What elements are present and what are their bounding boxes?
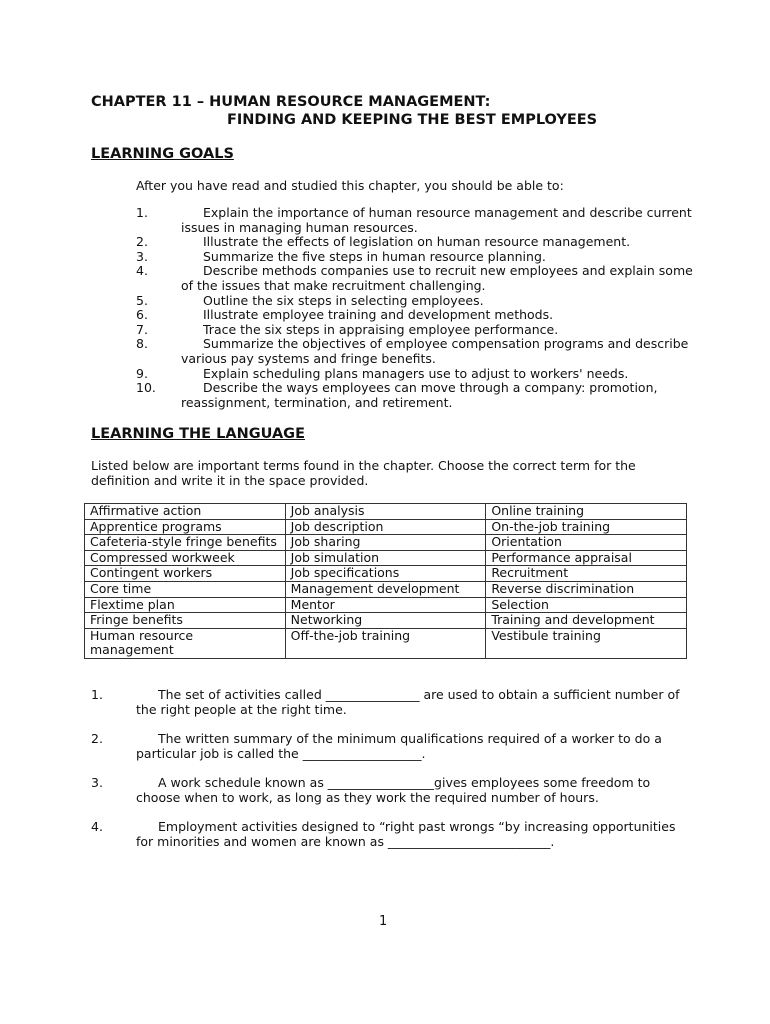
- table-row: [85, 613, 687, 629]
- term-cell: On-the-job training: [486, 519, 687, 535]
- goal-number: 1.: [136, 205, 148, 220]
- question-item: [91, 819, 691, 849]
- goal-item: [136, 250, 696, 265]
- term-cell: Vestibule training: [486, 628, 687, 658]
- table-row: [85, 581, 687, 597]
- goal-item: [136, 308, 696, 323]
- table-row: [85, 504, 687, 520]
- goal-number: 8.: [136, 336, 148, 352]
- goal-text: Illustrate employee training and development methods.: [203, 307, 554, 323]
- term-cell: Affirmative action: [85, 504, 286, 520]
- term-cell: Off-the-job training: [285, 628, 486, 658]
- question-number: 1.: [91, 687, 103, 702]
- term-cell: Apprentice programs: [85, 519, 286, 535]
- question-number: 2.: [91, 731, 103, 746]
- term-cell: Selection: [486, 597, 687, 613]
- goal-item: [136, 264, 696, 293]
- goal-text: Describe methods companies use to recruit new employees and explain some of the issues that make recruitment challenging.: [181, 263, 693, 293]
- learning-goals-list: [136, 206, 696, 410]
- goal-number: 4.: [136, 263, 148, 279]
- goal-item: [136, 381, 696, 410]
- term-cell: Core time: [85, 581, 286, 597]
- term-cell: Job simulation: [285, 550, 486, 566]
- question-item: [91, 687, 691, 717]
- table-row: [85, 628, 687, 658]
- goal-text: Summarize the objectives of employee compensation programs and describe various pay systems and fringe benefits.: [181, 336, 689, 366]
- table-row: [85, 519, 687, 535]
- term-cell: Compressed workweek: [85, 550, 286, 566]
- chapter-title-line2: FINDING AND KEEPING THE BEST EMPLOYEES: [227, 112, 598, 128]
- goal-item: [136, 337, 696, 366]
- table-row: [85, 597, 687, 613]
- term-cell: Flextime plan: [85, 597, 286, 613]
- term-cell: Reverse discrimination: [486, 581, 687, 597]
- table-row: [85, 535, 687, 551]
- term-cell: Human resource management: [85, 628, 286, 658]
- term-cell: Fringe benefits: [85, 613, 286, 629]
- goal-number: 2.: [136, 234, 148, 250]
- goal-number: 5.: [136, 292, 148, 308]
- table-row: [85, 550, 687, 566]
- goal-text: Trace the six steps in appraising employee performance.: [203, 321, 559, 337]
- question-text: Employment activities designed to “right past wrongs “by increasing opportunities for minorities and women are known as __________________________.: [136, 819, 676, 849]
- terms-table: [84, 503, 687, 659]
- question-text: A work schedule known as _________________gives employees some freedom to choose when to work, as long as they work the required number of hours.: [136, 775, 651, 805]
- term-cell: Performance appraisal: [486, 550, 687, 566]
- goal-number: 10.: [136, 380, 156, 396]
- term-cell: Job analysis: [285, 504, 486, 520]
- page-number: 1: [379, 914, 388, 929]
- goal-number: 7.: [136, 321, 148, 337]
- learning-goals-heading: LEARNING GOALS: [91, 146, 234, 162]
- term-cell: Training and development: [486, 613, 687, 629]
- learning-goals-intro: After you have read and studied this chapter, you should be able to:: [136, 178, 564, 193]
- question-number: 3.: [91, 775, 103, 790]
- term-cell: Job specifications: [285, 566, 486, 582]
- goal-number: 9.: [136, 365, 148, 381]
- chapter-title-line1: CHAPTER 11 – HUMAN RESOURCE MANAGEMENT:: [91, 94, 491, 110]
- learning-language-intro: Listed below are important terms found in the chapter. Choose the correct term for the definition and write it in the space provided.: [91, 458, 636, 488]
- goal-item: [136, 294, 696, 309]
- term-cell: Online training: [486, 504, 687, 520]
- term-cell: Cafeteria-style fringe benefits: [85, 535, 286, 551]
- term-cell: Management development: [285, 581, 486, 597]
- question-item: [91, 731, 691, 761]
- question-item: [91, 775, 691, 805]
- question-text: The set of activities called _______________ are used to obtain a sufficient number of the right people at the right time.: [136, 687, 680, 717]
- term-cell: Orientation: [486, 535, 687, 551]
- goal-item: [136, 206, 696, 235]
- term-cell: Recruitment: [486, 566, 687, 582]
- goal-text: Summarize the five steps in human resource planning.: [203, 248, 546, 264]
- goal-item: [136, 235, 696, 250]
- goal-text: Explain scheduling plans managers use to adjust to workers' needs.: [203, 365, 629, 381]
- term-cell: Contingent workers: [85, 566, 286, 582]
- term-cell: Job description: [285, 519, 486, 535]
- term-cell: Job sharing: [285, 535, 486, 551]
- question-number: 4.: [91, 819, 103, 834]
- goal-text: Illustrate the effects of legislation on human resource management.: [203, 234, 631, 250]
- goal-number: 6.: [136, 307, 148, 323]
- term-cell: Networking: [285, 613, 486, 629]
- table-row: [85, 566, 687, 582]
- goal-item: [136, 323, 696, 338]
- goal-text: Explain the importance of human resource management and describe current issues in managing human resources.: [181, 205, 692, 235]
- goal-number: 3.: [136, 248, 148, 264]
- question-text: The written summary of the minimum qualifications required of a worker to do a particular job is called the ___________________.: [136, 731, 662, 761]
- goal-item: [136, 367, 696, 382]
- learning-language-heading: LEARNING THE LANGUAGE: [91, 426, 305, 442]
- term-cell: Mentor: [285, 597, 486, 613]
- goal-text: Outline the six steps in selecting employees.: [203, 292, 484, 308]
- goal-text: Describe the ways employees can move through a company: promotion, reassignment, termination, and retirement.: [181, 380, 658, 410]
